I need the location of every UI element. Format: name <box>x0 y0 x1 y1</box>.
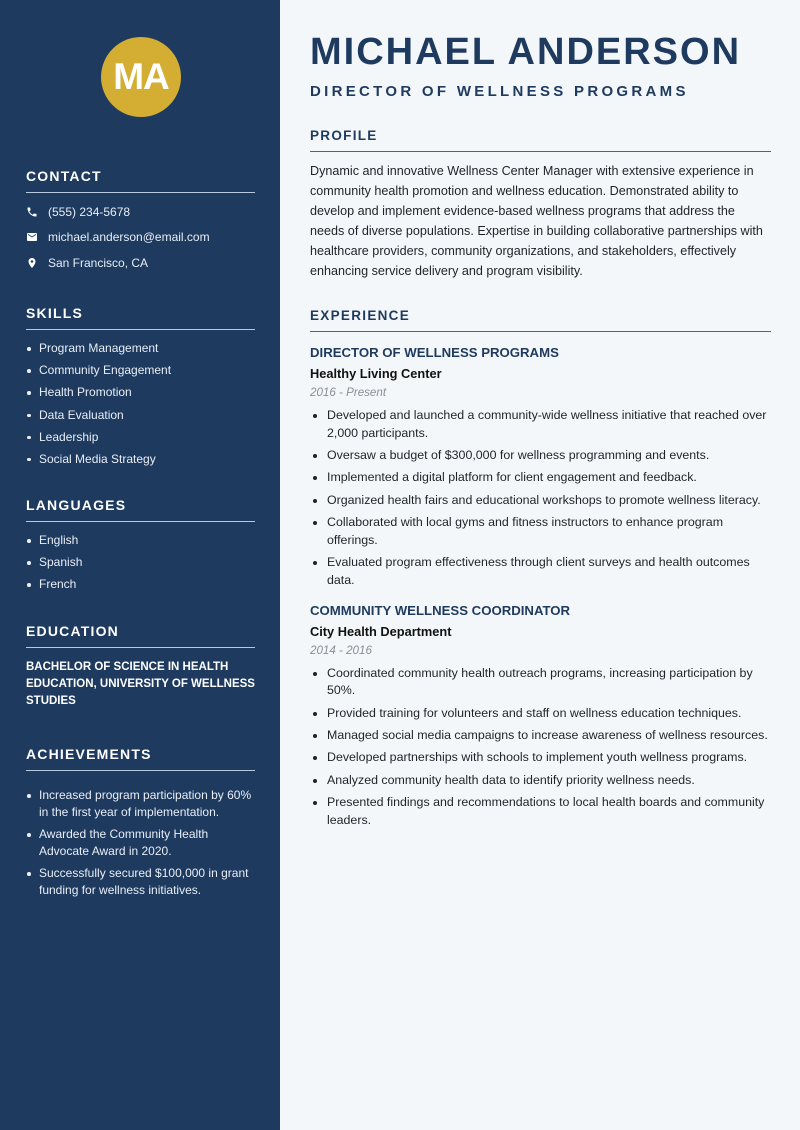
profile-section <box>310 128 771 281</box>
profile-heading: PROFILE <box>310 128 771 152</box>
achievements-section <box>26 746 255 905</box>
job-bullet: Developed partnerships with schools to implement youth wellness programs. <box>310 749 771 767</box>
sidebar <box>0 0 280 1130</box>
skill-item: Leadership <box>26 429 255 446</box>
job-bullet: Provided training for volunteers and staff on wellness education techniques. <box>310 705 771 723</box>
candidate-title: DIRECTOR OF WELLNESS PROGRAMS <box>310 83 689 100</box>
job-bullet: Evaluated program effectiveness through client surveys and health outcomes data. <box>310 554 771 590</box>
contact-location <box>26 250 255 276</box>
email-text: michael.anderson@email.com <box>48 230 210 245</box>
skill-item: Program Management <box>26 340 255 357</box>
achievements-heading: ACHIEVEMENTS <box>26 746 255 771</box>
skills-list <box>26 340 255 468</box>
language-item: French <box>26 576 255 593</box>
skill-item: Community Engagement <box>26 362 255 379</box>
job-title: COMMUNITY WELLNESS COORDINATOR <box>310 602 571 618</box>
contact-section <box>26 168 255 276</box>
job-bullet: Collaborated with local gyms and fitness instructors to enhance program offerings. <box>310 514 771 550</box>
avatar <box>101 37 181 117</box>
education-heading: EDUCATION <box>26 623 255 648</box>
job-bullet: Organized health fairs and educational workshops to promote wellness literacy. <box>310 492 771 510</box>
achievement-item: Increased program participation by 60% in the first year of implementation. <box>26 787 255 821</box>
profile-text: Dynamic and innovative Wellness Center Manager with extensive experience in community health promotion and wellness education. Demonstrated ability to develop and implement evidence-based wellness programs that address the needs of diverse populations. Expertise in building collaborative partnerships with healthcare providers, community organizations, and stakeholders, effectively enhancing service delivery and program visibility. <box>310 164 763 278</box>
skill-item: Data Evaluation <box>26 407 255 424</box>
job-company: City Health Department <box>310 623 452 639</box>
job-bullet: Presented findings and recommendations to local health boards and community leaders. <box>310 794 771 830</box>
job-title: DIRECTOR OF WELLNESS PROGRAMS <box>310 345 559 360</box>
languages-heading: LANGUAGES <box>26 497 255 522</box>
job-bullet: Managed social media campaigns to increase awareness of wellness resources. <box>310 727 771 745</box>
job-company: Healthy Living Center <box>310 366 442 381</box>
language-item: English <box>26 532 255 549</box>
job-bullet: Implemented a digital platform for client engagement and feedback. <box>310 469 771 487</box>
location-pin-icon <box>26 257 38 269</box>
skills-heading: SKILLS <box>26 305 255 330</box>
achievement-item: Awarded the Community Health Advocate Award in 2020. <box>26 826 255 860</box>
job-bullet: Analyzed community health data to identify priority wellness needs. <box>310 772 771 790</box>
job-dates: 2014 - 2016 <box>310 643 372 657</box>
education-degree: BACHELOR OF SCIENCE IN HEALTH EDUCATION, UNIVERSITY OF WELLNESS STUDIES <box>26 661 255 707</box>
language-item: Spanish <box>26 554 255 571</box>
skill-item: Health Promotion <box>26 384 255 401</box>
job-bullet: Oversaw a budget of $300,000 for wellness programming and events. <box>310 447 771 465</box>
email-icon <box>26 231 38 243</box>
skills-section <box>26 305 255 473</box>
job-entry <box>310 603 771 830</box>
candidate-name: MICHAEL ANDERSON <box>310 31 742 73</box>
job-bullets <box>310 407 771 590</box>
phone-text: (555) 234-5678 <box>48 204 131 219</box>
contact-phone <box>26 199 255 225</box>
contact-heading: CONTACT <box>26 168 255 193</box>
languages-section <box>26 497 255 599</box>
experience-heading: EXPERIENCE <box>310 308 771 332</box>
phone-icon <box>26 206 38 218</box>
avatar-initials: MA <box>113 56 169 97</box>
experience-section <box>310 308 771 834</box>
location-text: San Francisco, CA <box>48 255 149 270</box>
job-bullet: Coordinated community health outreach programs, increasing participation by 50%. <box>310 665 771 701</box>
education-section <box>26 623 255 710</box>
job-dates: 2016 - Present <box>310 386 387 399</box>
job-bullet: Developed and launched a community-wide wellness initiative that reached over 2,000 participants. <box>310 407 771 443</box>
contact-email <box>26 225 255 251</box>
job-bullets <box>310 665 771 830</box>
achievements-list <box>26 787 255 899</box>
languages-list <box>26 532 255 593</box>
achievement-item: Successfully secured $100,000 in grant funding for wellness initiatives. <box>26 865 255 899</box>
skill-item: Social Media Strategy <box>26 451 255 468</box>
job-entry <box>310 345 771 590</box>
